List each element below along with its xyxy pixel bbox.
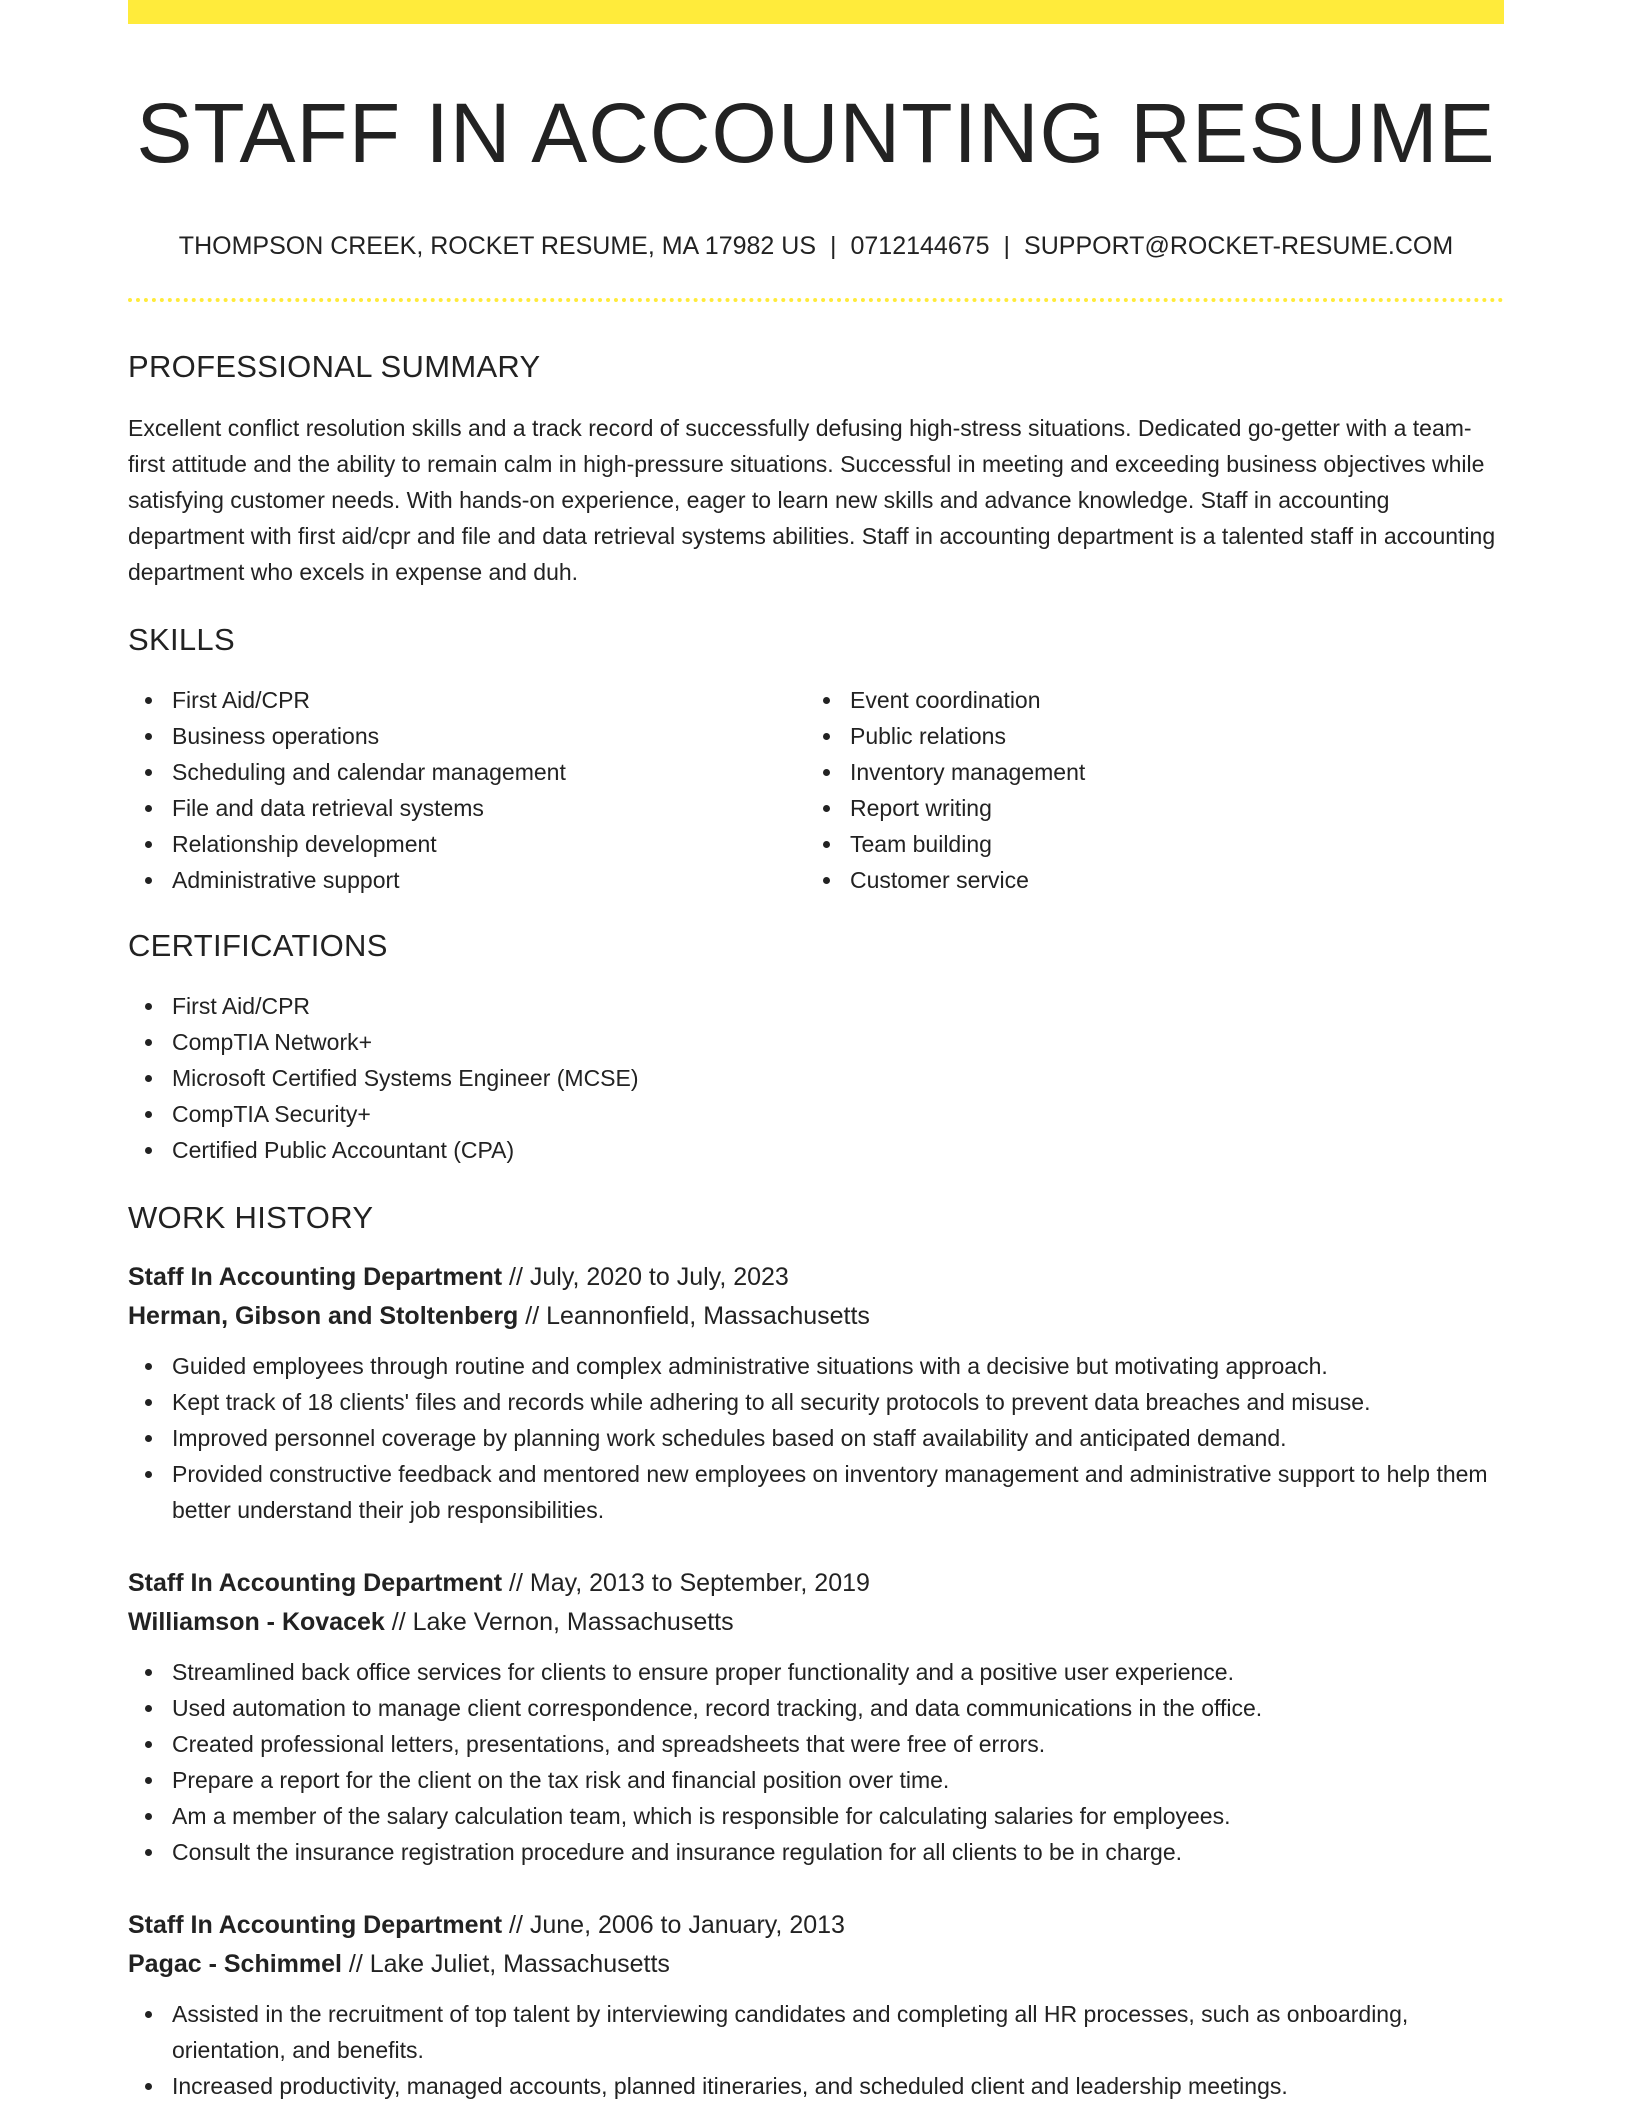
skills-list-left xyxy=(128,682,806,898)
skill-item: Business operations xyxy=(128,718,806,754)
job-title-line xyxy=(128,1564,1504,1603)
job-dates: // June, 2006 to January, 2013 xyxy=(502,1911,845,1939)
skill-item: Team building xyxy=(806,826,1484,862)
job-company: Pagac - Schimmel xyxy=(128,1950,342,1978)
contact-email: SUPPORT@ROCKET-RESUME.COM xyxy=(1024,232,1454,260)
summary-text: Excellent conflict resolution skills and a track record of successfully defusing high-stress situations. Dedicated go-getter with a team-first attitude and the ability to remain calm in high-pressure situations. Successful in meeting and exceeding business objectives while satisfying customer needs. With hands-on experience, eager to learn new skills and advance knowledge. Staff in accounting department with first aid/cpr and file and data retrieval systems abilities. Staff in accounting department is a talented staff in accounting department who excels in expense and duh. xyxy=(128,415,1496,585)
certification-item: CompTIA Security+ xyxy=(128,1096,1504,1132)
certifications-heading: CERTIFICATIONS xyxy=(128,928,388,963)
certification-item: Certified Public Accountant (CPA) xyxy=(128,1132,1504,1168)
contact-separator: | xyxy=(830,232,837,260)
contact-line xyxy=(128,229,1504,263)
summary-heading: PROFESSIONAL SUMMARY xyxy=(128,349,541,384)
skills-heading: SKILLS xyxy=(128,622,235,657)
job-bullets xyxy=(128,1348,1504,1528)
job-entry xyxy=(128,1258,1504,1528)
dotted-divider xyxy=(128,298,1504,302)
job-company-line xyxy=(128,1945,1504,1984)
job-dates: // July, 2020 to July, 2023 xyxy=(502,1263,789,1291)
job-company-line xyxy=(128,1297,1504,1336)
job-title: Staff In Accounting Department xyxy=(128,1569,503,1597)
contact-separator: | xyxy=(1003,232,1011,260)
contact-phone: 0712144675 xyxy=(850,232,990,260)
skills-list-right xyxy=(806,682,1484,898)
job-location: // Leannonfield, Massachusetts xyxy=(518,1302,870,1330)
skills-columns xyxy=(128,682,1504,898)
job-bullet: Kept track of 18 clients' files and records while adhering to all security protocols to prevent data breaches and misuse. xyxy=(128,1384,1504,1420)
job-location: // Lake Juliet, Massachusetts xyxy=(341,1950,670,1978)
job-bullet: Increased productivity, managed accounts, planned itineraries, and scheduled client and leadership meetings. xyxy=(128,2068,1504,2104)
job-bullets xyxy=(128,1996,1504,2104)
job-company: Williamson - Kovacek xyxy=(128,1608,385,1636)
job-bullet: Provided constructive feedback and mentored new employees on inventory management and administrative support to help them better understand their job responsibilities. xyxy=(128,1456,1504,1528)
certification-item: Microsoft Certified Systems Engineer (MCSE) xyxy=(128,1060,1504,1096)
job-location: // Lake Vernon, Massachusetts xyxy=(384,1608,734,1636)
top-accent-bar xyxy=(128,0,1504,24)
certification-item: First Aid/CPR xyxy=(128,988,1504,1024)
skill-item: Inventory management xyxy=(806,754,1484,790)
skill-item: Public relations xyxy=(806,718,1484,754)
job-title-line xyxy=(128,1258,1504,1297)
skill-item: Customer service xyxy=(806,862,1484,898)
job-bullet: Prepare a report for the client on the tax risk and financial position over time. xyxy=(128,1762,1504,1798)
skill-item: Administrative support xyxy=(128,862,806,898)
resume-page xyxy=(128,0,1504,2104)
skill-item: File and data retrieval systems xyxy=(128,790,806,826)
job-dates: // May, 2013 to September, 2019 xyxy=(502,1569,870,1597)
resume-title: STAFF IN ACCOUNTING RESUME xyxy=(136,86,1496,180)
job-bullet: Used automation to manage client correspondence, record tracking, and data communications in the office. xyxy=(128,1690,1504,1726)
job-bullet: Am a member of the salary calculation team, which is responsible for calculating salaries for employees. xyxy=(128,1798,1504,1834)
job-title: Staff In Accounting Department xyxy=(128,1263,503,1291)
job-title: Staff In Accounting Department xyxy=(128,1911,503,1939)
skill-item: Report writing xyxy=(806,790,1484,826)
work-history-heading: WORK HISTORY xyxy=(128,1200,374,1235)
job-bullet: Guided employees through routine and complex administrative situations with a decisive but motivating approach. xyxy=(128,1348,1504,1384)
job-company: Herman, Gibson and Stoltenberg xyxy=(128,1302,519,1330)
job-bullet: Created professional letters, presentations, and spreadsheets that were free of errors. xyxy=(128,1726,1504,1762)
job-company-line xyxy=(128,1603,1504,1642)
job-bullet: Assisted in the recruitment of top talent by interviewing candidates and completing all HR processes, such as onboarding, orientation, and benefits. xyxy=(128,1996,1504,2068)
job-entry xyxy=(128,1564,1504,1870)
contact-address: THOMPSON CREEK, ROCKET RESUME, MA 17982 US xyxy=(178,232,816,260)
certification-item: CompTIA Network+ xyxy=(128,1024,1504,1060)
skill-item: First Aid/CPR xyxy=(128,682,806,718)
job-title-line xyxy=(128,1906,1504,1945)
job-entry xyxy=(128,1906,1504,2104)
job-bullet: Streamlined back office services for clients to ensure proper functionality and a positive user experience. xyxy=(128,1654,1504,1690)
job-bullet: Consult the insurance registration procedure and insurance regulation for all clients to be in charge. xyxy=(128,1834,1504,1870)
certifications-list xyxy=(128,988,1504,1168)
skill-item: Scheduling and calendar management xyxy=(128,754,806,790)
job-bullets xyxy=(128,1654,1504,1870)
job-bullet: Improved personnel coverage by planning work schedules based on staff availability and anticipated demand. xyxy=(128,1420,1504,1456)
skill-item: Event coordination xyxy=(806,682,1484,718)
skill-item: Relationship development xyxy=(128,826,806,862)
